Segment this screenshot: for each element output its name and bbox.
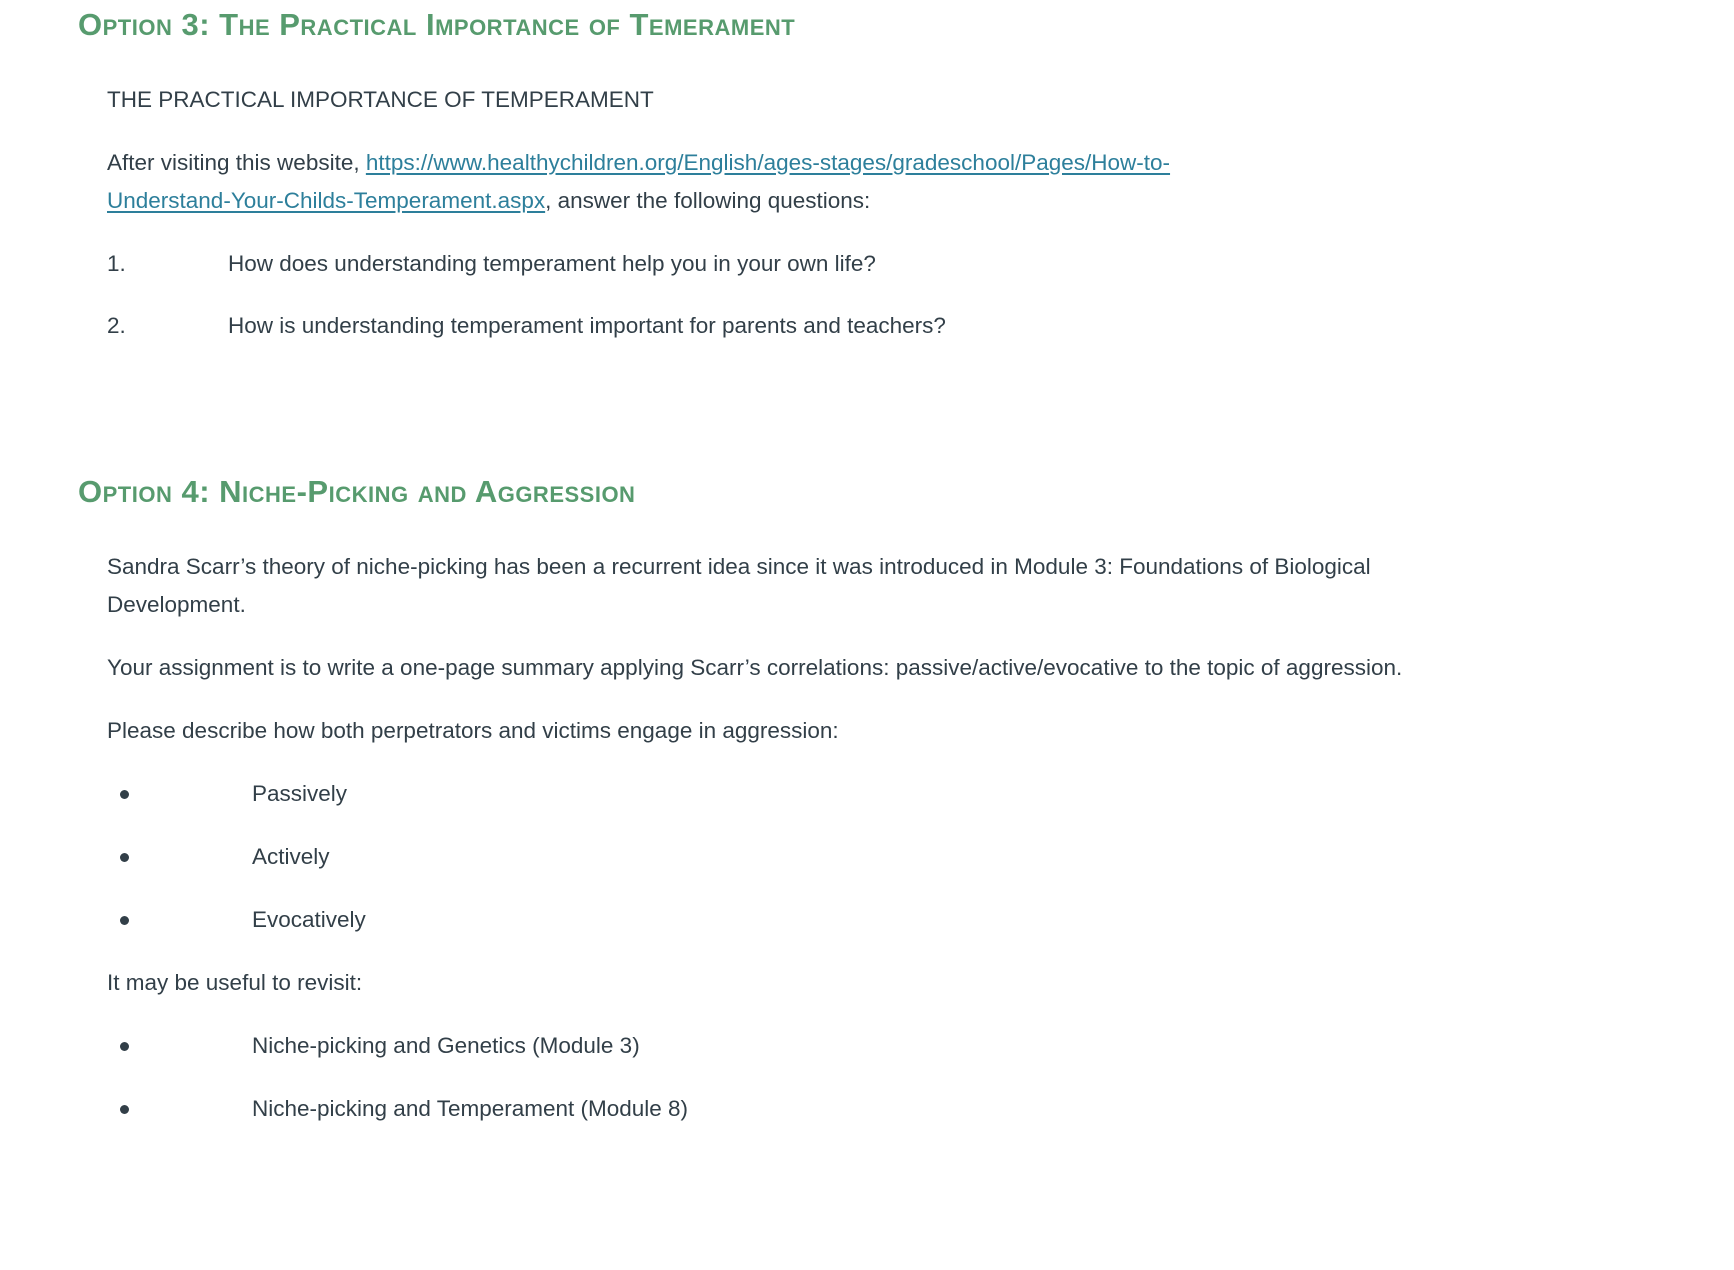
option4-revisit-paragraph: It may be useful to revisit: [107, 970, 363, 995]
bullet-text: Actively [252, 844, 330, 869]
bullet-icon [107, 901, 252, 939]
option3-section [78, 6, 1694, 345]
question-item [107, 307, 1422, 345]
bullet-icon [107, 838, 252, 876]
list-item [107, 1027, 1422, 1065]
option4-body [107, 548, 1422, 1128]
question-number: 2. [107, 313, 126, 338]
option3-intro-paragraph [107, 144, 1422, 220]
bullet-text: Evocatively [252, 907, 366, 932]
option4-section [78, 473, 1694, 1128]
bullet-icon [107, 1027, 252, 1065]
option3-subheading: THE PRACTICAL IMPORTANCE OF TEMPERAMENT [107, 87, 654, 112]
list-item [107, 838, 1422, 876]
question-item [107, 245, 1422, 283]
question-text: How does understanding temperament help you in your own life? [228, 251, 876, 276]
bullet-text: Niche-picking and Genetics (Module 3) [252, 1033, 640, 1058]
bullet-icon [107, 1090, 252, 1128]
list-item [107, 1090, 1422, 1128]
intro-text-after-link: , answer the following questions: [545, 188, 871, 213]
bullet-text: Niche-picking and Temperament (Module 8) [252, 1096, 689, 1121]
option4-assignment-paragraph: Your assignment is to write a one-page summary applying Scarr’s correlations: passive/active/evocative to the topic of aggression. [107, 655, 1403, 680]
link-text-line1: https://www.healthychildren.org/English/ages-stages/gradeschool/Pages/How-to- [365, 150, 1171, 175]
intro-text-before-link: After visiting this website, [107, 150, 366, 175]
link-text-line2: Understand-Your-Childs-Temperament.aspx [107, 188, 546, 213]
bullet-text: Passively [252, 781, 348, 806]
option4-theory-paragraph: Sandra Scarr’s theory of niche-picking has been a recurrent idea since it was introduced in Module 3: Foundations of Biological Development. [107, 554, 1371, 617]
list-item [107, 775, 1422, 813]
option4-describe-paragraph: Please describe how both perpetrators and victims engage in aggression: [107, 718, 839, 743]
option3-body [107, 81, 1422, 345]
option4-heading: Option 4: Niche-Picking and Aggression [78, 474, 636, 509]
bullet-icon [107, 775, 252, 813]
option3-heading: Option 3: The Practical Importance of Temerament [78, 7, 796, 42]
question-number: 1. [107, 251, 126, 276]
question-text: How is understanding temperament important for parents and teachers? [228, 313, 946, 338]
list-item [107, 901, 1422, 939]
